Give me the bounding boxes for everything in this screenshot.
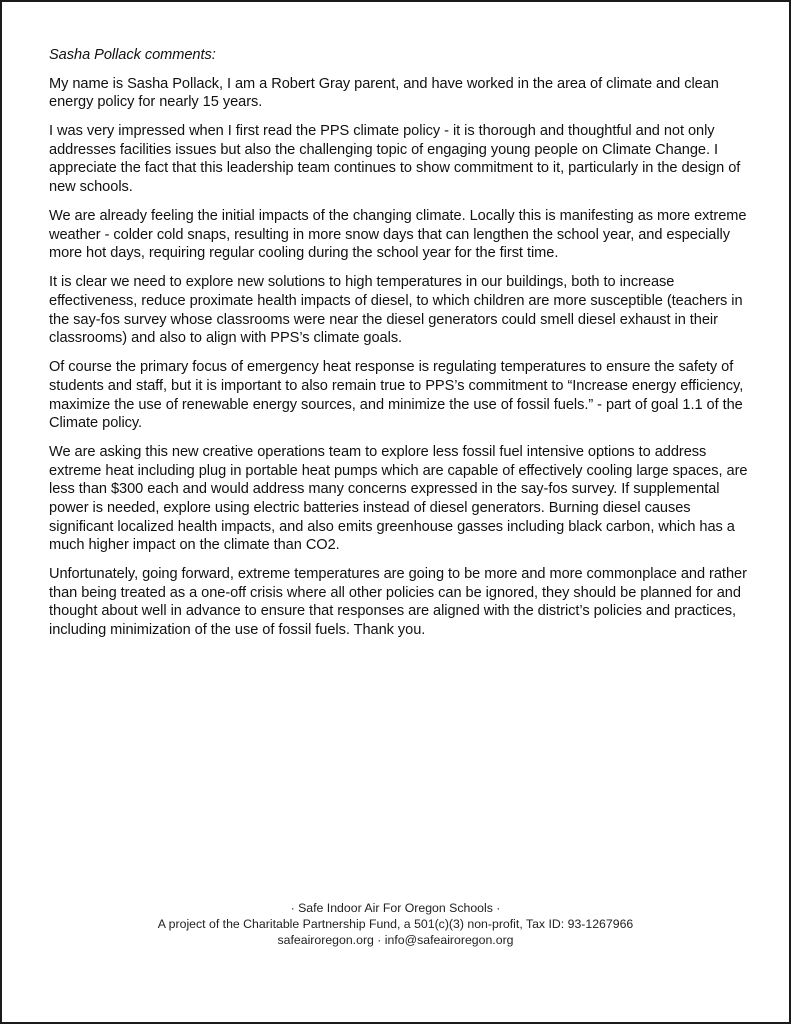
comment-body (49, 46, 749, 650)
paragraph-introduction: My name is Sasha Pollack, I am a Robert Gray parent, and have worked in the area of climate and clean energy policy for nearly 15 years. (49, 75, 719, 111)
comment-heading: Sasha Pollack comments: (49, 47, 216, 63)
paragraph-emergency-heat: Of course the primary focus of emergency heat response is regulating temperatures to ensure the safety of students and staff, but it is important to also remain true to PPS’s commitment to “Increase energy efficiency, maximize the use of renewable energy sources, and minimize the use of fossil fuels.” - part of goal 1.1 of the Climate policy. (49, 359, 744, 432)
footer-org-details: A project of the Charitable Partnership Fund, a 501(c)(3) non-profit, Tax ID: 93-1267966 (157, 917, 634, 931)
paragraph-conclusion: Unfortunately, going forward, extreme temperatures are going to be more and more commonplace and rather than being treated as a one-off crisis where all other policies can be ignored, they should be planned for and thought about well in advance to ensure that responses are aligned with the district’s policies and practices, including minimization of the use of fossil fuels. Thank you. (49, 566, 747, 639)
paragraph-climate-impacts: We are already feeling the initial impacts of the changing climate. Locally this is manifesting as more extreme weather - colder cold snaps, resulting in more snow days that can lengthen the school year, and especially more hot days, requiring regular cooling during the school year for the first time. (49, 208, 747, 262)
page-footer (2, 900, 789, 948)
paragraph-request: We are asking this new creative operations team to explore less fossil fuel intensive options to address extreme heat including plug in portable heat pumps which are capable of effectively cooling large spaces, are less than $300 each and would address many concerns expressed in the say-fos survey. If supplemental power is needed, explore using electric batteries instead of diesel generators. Burning diesel causes significant localized health impacts, and also emits greenhouse gasses including black carbon, which has a much higher impact on the climate than CO2. (49, 444, 748, 554)
footer-contact: safeairoregon.org · info@safeairoregon.org (277, 933, 514, 947)
paragraph-climate-policy: I was very impressed when I first read the PPS climate policy - it is thorough and thoughtful and not only addresses facilities issues but also the challenging topic of engaging young people on Climate Change. I appreciate the fact that this leadership team continues to show commitment to it, particularly in the design of new schools. (49, 123, 741, 196)
paragraph-new-solutions: It is clear we need to explore new solutions to high temperatures in our buildings, both to increase effectiveness, reduce proximate health impacts of diesel, to which children are more susceptible (teachers in the say-fos survey whose classrooms were near the diesel generators could smell diesel exhaust in their classrooms) and also to align with PPS’s climate goals. (49, 274, 743, 347)
footer-org-name: · Safe Indoor Air For Oregon Schools · (290, 901, 501, 915)
